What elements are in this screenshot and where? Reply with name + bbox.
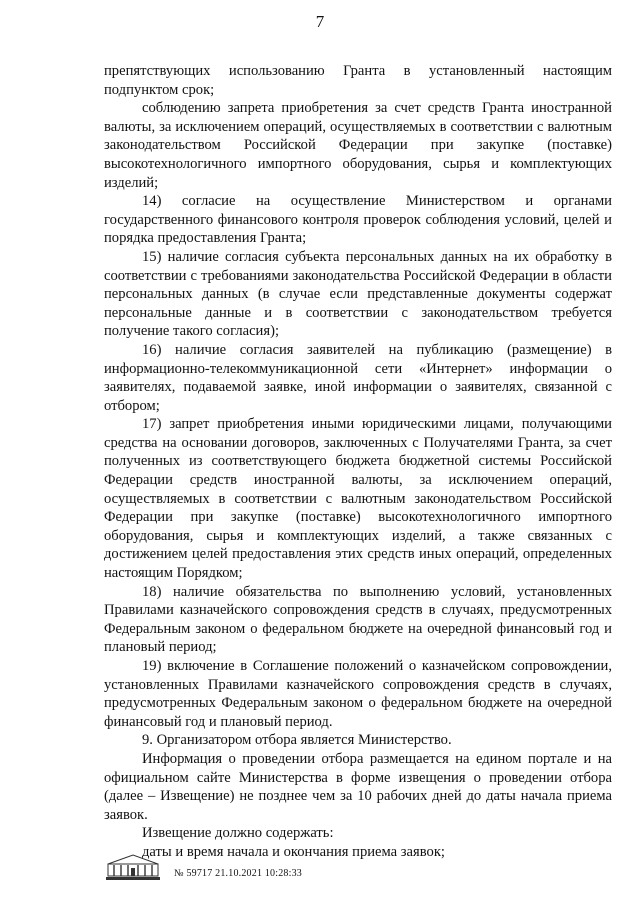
paragraph: Извещение должно содержать: (142, 825, 334, 842)
paragraph: препятствующих использованию Гранта в установленный настоящим подпунктом срок; (104, 63, 612, 98)
list-item-18: 18) наличие обязательства по выполнению условий, установленных Правилами казначейского сопровождения средств в случаях, предусмотренных Федеральным законом о федеральном бюджете на очередной финансовый год и плановый период; (104, 583, 612, 656)
list-item-19: 19) включение в Соглашение положений о казначейском сопровождении, установленных Правилами казначейского сопровождения средств в случаях, предусмотренных Федеральным законом о федеральном бюджете на очередной финансовый год и плановый период. (104, 658, 612, 730)
ministry-building-seal-icon (104, 852, 162, 887)
list-item-14: 14) согласие на осуществление Министерством и органами государственного финансового контроля проверок соблюдения условий, целей и порядка предоставления Гранта; (104, 193, 612, 247)
paragraph: Информация о проведении отбора размещается на едином портале и на официальном сайте Министерства в форме извещения о проведении отбора (далее – Извещение) не позднее чем за 10 рабочих дней до даты начала приема заявок. (104, 750, 612, 823)
section-9-heading: 9. Организатором отбора является Министерство. (142, 732, 452, 749)
paragraph: соблюдению запрета приобретения за счет средств Гранта иностранной валюты, за исключением операций, осуществляемых в соответствии с валютным законодательством Российской Федерации при закупке (поставке) высокотехнологичного импортного оборудования, сырья и комплектующих изделий; (104, 100, 612, 191)
paragraph: даты и время начала и окончания приема заявок; (142, 843, 445, 860)
document-stamp: № 59717 21.10.2021 10:28:33 (174, 868, 302, 879)
list-item-15: 15) наличие согласия субъекта персональных данных на их обработку в соответствии с требованиями законодательства Российской Федерации в области персональных данных (в случае если представленные документы содержат персональные данные и в соответствии с законодательством требуется получение такого согласия); (104, 248, 612, 340)
list-item-16: 16) наличие согласия заявителей на публикацию (размещение) в информационно-телекоммуникационной сети «Интернет» информации о заявителях, подаваемой заявке, иной информации о заявителях, связанной с отбором; (104, 341, 612, 414)
page-number: 7 (315, 12, 325, 31)
document-body (104, 62, 612, 862)
document-footer (104, 846, 504, 886)
list-item-17: 17) запрет приобретения иными юридическими лицами, получающими средства на основании договоров, заключенных с Получателями Гранта, за счет полученных из соответствующего бюджета бюджетной системы Российской Федерации средств иностранной валюты, за исключением операций, осуществляемых в соответствии с валютным законодательством Российской Федерации при закупке (поставке) высокотехнологичного импортного оборудования, сырья и комплектующих изделий, а также связанных с достижением целей предоставления этих средств иных операций, определенных настоящим Порядком; (104, 416, 612, 582)
